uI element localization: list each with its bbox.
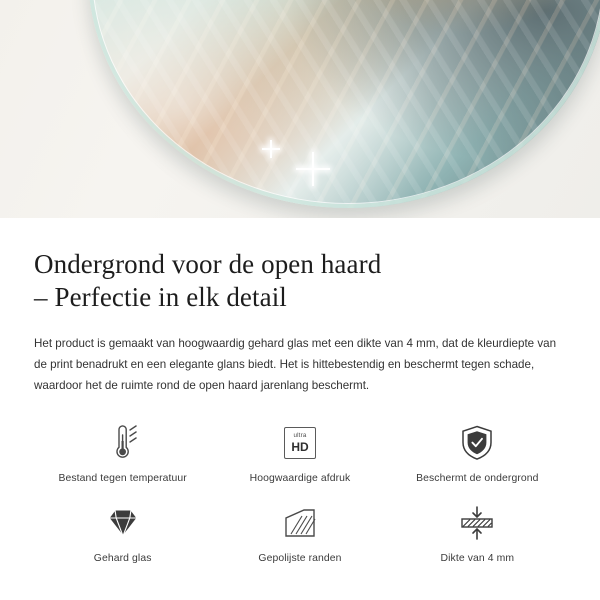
ultra-hd-badge-icon <box>284 422 316 464</box>
feature-item-thickness <box>389 502 566 564</box>
polished-edges-icon <box>282 502 318 544</box>
feature-item-polished-edges <box>211 502 388 564</box>
badge-bottom-text: HD <box>291 439 309 454</box>
feature-label: Gepolijste randen <box>258 553 342 564</box>
shield-check-icon <box>460 422 494 464</box>
badge-top-text: ultra <box>293 432 307 440</box>
content-section <box>0 218 600 564</box>
feature-label: Hoogwaardige afdruk <box>249 473 351 484</box>
thermometer-icon <box>106 422 140 464</box>
feature-item-tempered-glass <box>34 502 211 564</box>
diamond-icon <box>103 502 143 544</box>
feature-label: Bestand tegen temperatuur <box>58 473 187 484</box>
product-description-text: Het product is gemaakt van hoogwaardig gehard glas met een dikte van 4 mm, dat de kleurdiepte van de print benadrukt en een elegante glans biedt. Het is hittebestendig en beschermt tegen schade, waardoor het de ruimte rond de open haard jarenlang beschermt. <box>34 337 557 392</box>
feature-item-surface-protection <box>389 422 566 484</box>
feature-label: Dikte van 4 mm <box>440 553 515 564</box>
page-title <box>34 248 566 314</box>
glass-plate-image <box>88 0 600 208</box>
feature-grid <box>34 422 566 564</box>
feature-item-temperature <box>34 422 211 484</box>
page-title-line-2: – Perfectie in elk detail <box>34 282 287 312</box>
hero-image <box>0 0 600 218</box>
feature-item-print-quality <box>211 422 388 484</box>
feature-label: Gehard glas <box>93 553 152 564</box>
thickness-arrows-icon <box>457 502 497 544</box>
feature-label: Beschermt de ondergrond <box>416 473 539 484</box>
page-title-line-1: Ondergrond voor de open haard <box>34 249 382 279</box>
